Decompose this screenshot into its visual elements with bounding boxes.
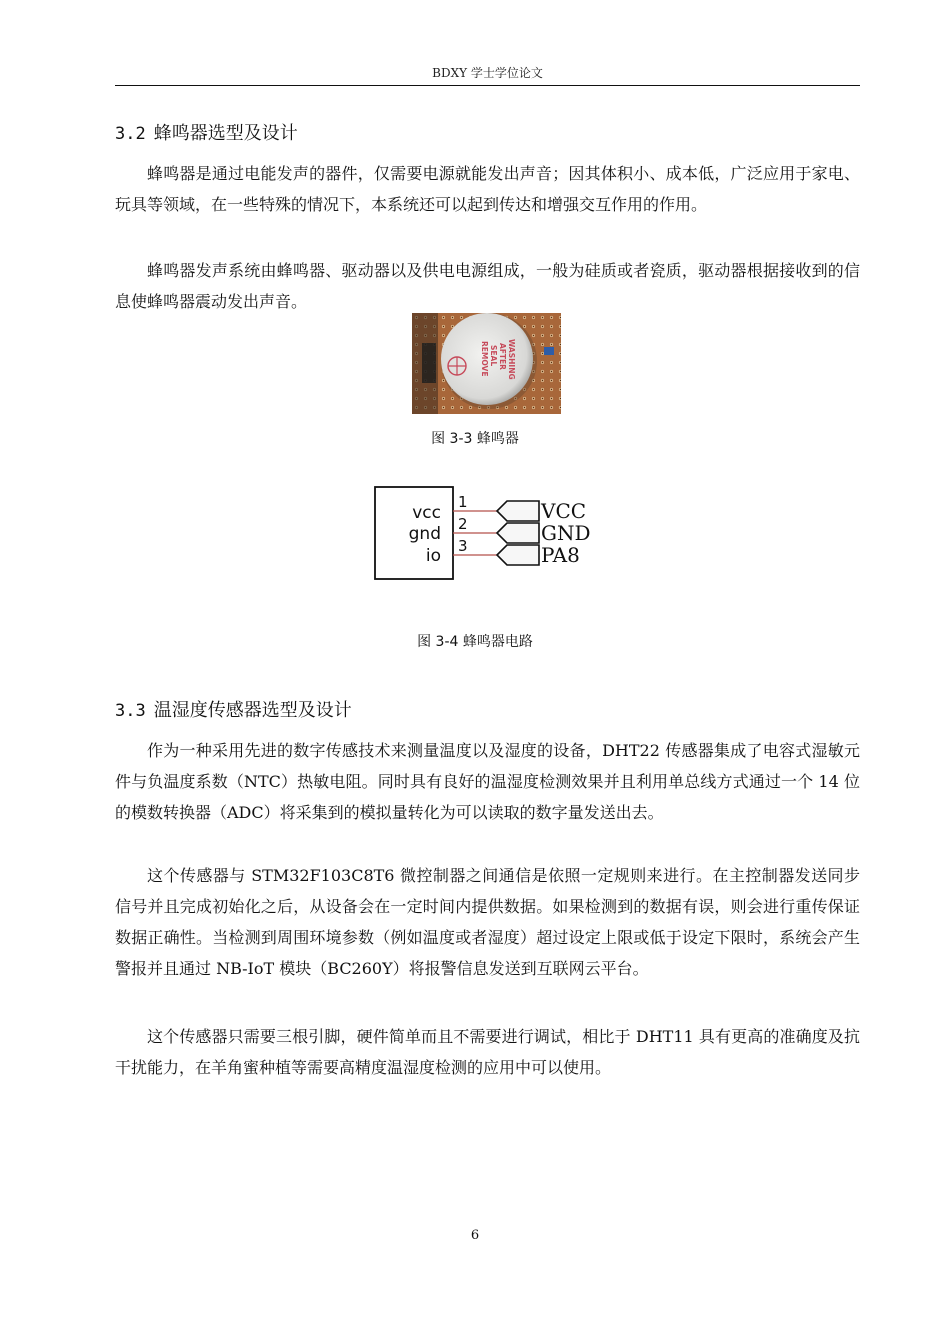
net-label: GND [541, 521, 591, 545]
pin-number: 2 [458, 515, 468, 533]
sticker-text: WASHING [507, 339, 516, 380]
paragraph: 作为一种采用先进的数字传感技术来测量温度以及湿度的设备，DHT22 传感器集成了电容式湿敏元件与负温度系数（NTC）热敏电阻。同时具有良好的温湿度检测效果并且利用单总线方式通过一个 14 位的模数转换器（ADC）将采集到的模拟量转化为可以读取的数字量发送出去。 [115, 741, 860, 822]
section-3-2-heading [115, 119, 298, 145]
net-flags [497, 501, 539, 565]
buzzer-photo [412, 313, 561, 414]
section-number: 3.3 [115, 701, 146, 721]
running-header: BDXY 学士学位论文 [432, 66, 543, 80]
figure-caption: 图 3-3 蜂鸣器 [431, 431, 519, 447]
section-title: 蜂鸣器选型及设计 [153, 123, 298, 144]
header-rule [115, 85, 860, 86]
paragraph: 蜂鸣器发声系统由蜂鸣器、驱动器以及供电电源组成，一般为硅质或者瓷质，驱动器根据接收到的信息使蜂鸣器震动发出声音。 [115, 261, 860, 311]
pin-label: vcc [412, 503, 441, 523]
paragraph: 这个传感器只需要三根引脚，硬件简单而且不需要进行调试，相比于 DHT11 具有更高的准确度及抗干扰能力，在羊角蜜种植等需要高精度温湿度检测的应用中可以使用。 [115, 1027, 860, 1077]
pin-number: 1 [458, 493, 468, 511]
section-3-3-heading [115, 696, 352, 722]
paragraph: 这个传感器与 STM32F103C8T6 微控制器之间通信是依照一定规则来进行。在主控制器发送同步信号并且完成初始化之后，从设备会在一定时间内提供数据。如果检测到的数据有误，则会进行重传保证数据正确性。当检测到周围环境参数（例如温度或者湿度）超过设定上限或低于设定下限时，系统会产生警报并且通过 NB-IoT 模块（BC260Y）将报警信息发送到互联网云平台。 [115, 866, 860, 978]
pin-label: gnd [408, 524, 441, 544]
net-label: VCC [541, 499, 587, 523]
buzzer-circuit-diagram [373, 485, 603, 580]
page-number: 6 [470, 1228, 480, 1243]
section-number: 3.2 [115, 124, 146, 144]
sticker-text: REMOVE [480, 341, 489, 377]
sticker-text: SEAL [489, 345, 498, 367]
sticker-text: AFTER [498, 343, 507, 370]
section-title: 温湿度传感器选型及设计 [153, 700, 352, 721]
net-label: PA8 [541, 543, 580, 567]
figure-caption: 图 3-4 蜂鸣器电路 [417, 634, 533, 650]
paragraph: 蜂鸣器是通过电能发声的器件，仅需要电源就能发出声音；因其体积小、成本低，广泛应用于家电、玩具等领域，在一些特殊的情况下，本系统还可以起到传达和增强交互作用的作用。 [115, 164, 860, 214]
pin-label: io [425, 546, 441, 566]
pin-number: 3 [458, 537, 468, 555]
